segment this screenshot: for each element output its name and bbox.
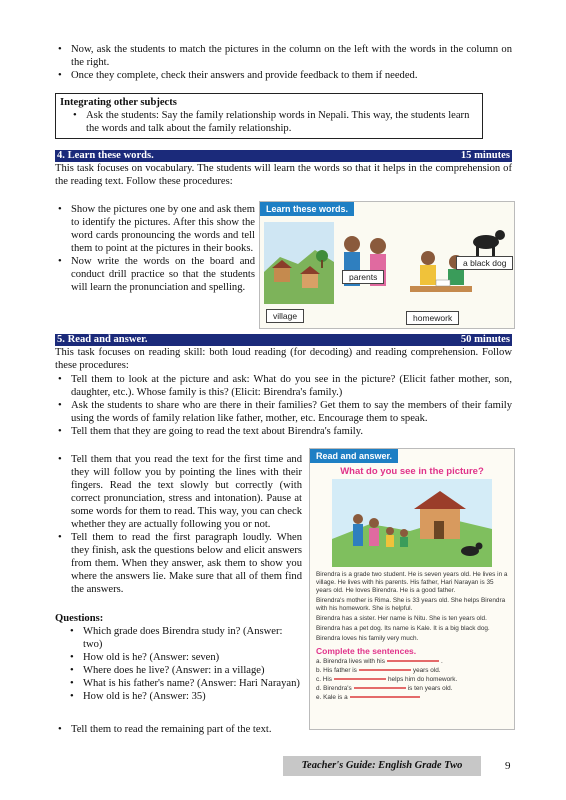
figure-header: Learn these words. [260,202,354,216]
section4-bullets [55,203,255,294]
exercise-list [316,657,512,702]
learn-words-figure [259,201,515,329]
list-item: • Tell them to look at the picture and ask: What do you see in the picture? (Elicit father mother, son, daughter, etc.). Whose family is this? (Elicit: Birendra's family.) [55,373,512,399]
list-item: • Show the pictures one by one and ask them to identify the pictures. After this show the word cards pronouncing the words and tell them to point at the pictures in their books. [55,203,255,255]
section-title: 5. Read and answer. [57,334,148,345]
questions-label: Questions: [55,613,104,624]
list-item: • Ask the students to share who are there in their families? Get them to say the members of their family using the words of family relation like father, mother, etc. Encourage them to speak. [55,399,512,425]
reading-paragraph: Birendra has a pet dog. Its name is Kale. It is a big black dog. [316,625,490,632]
question-item: • How old is he? (Answer: 35) [67,690,300,703]
integrating-text: • Ask the students: Say the family relationship words in Nepali. This way, the students learn the words and talk about the family relationship. [70,109,478,135]
question-item: • What is his father's name? (Answer: Hari Narayan) [67,677,300,690]
exercise-item: d. Birendra's is ten years old. [316,685,453,692]
reading-paragraph: Birendra has a sister. Her name is Nitu. She is ten years old. [316,615,487,622]
integrating-title: Integrating other subjects [60,97,177,108]
reading-paragraph: Birendra is a grade two student. He is seven years old. He lives in a village. He lives with his parents. His father, Hari Narayan is 35 years old. He loves Birendra. He is a good father. [316,571,508,594]
section5-bullets [55,373,512,438]
question-item: • Where does he live? (Answer: in a village) [67,664,300,677]
label-village: village [266,309,304,323]
section5-bullets-2 [55,453,302,596]
reading-paragraph: Birendra's mother is Rima. She is 33 years old. She helps Birendra with his homework. She is helpful. [316,597,506,612]
figure-question: What do you see in the picture? [340,466,484,477]
label-dog: a black dog [456,256,513,270]
section-minutes: 15 minutes [460,150,510,161]
questions-list [67,625,300,703]
label-parents: parents [342,270,384,284]
list-item: • Once they complete, check their answers and provide feedback to them if needed. [55,69,512,82]
list-item: • Tell them that they are going to read the text about Birendra's family. [55,425,512,438]
question-item: • How old is he? (Answer: seven) [67,651,300,664]
intro-bullets [55,43,512,82]
question-item: • Which grade does Birendra study in? (Answer: two) [67,625,300,651]
section-header [55,150,512,162]
complete-title: Complete the sentences. [316,646,417,656]
exercise-item: e. Kale is a [316,693,512,702]
figure-header: Read and answer. [310,449,398,463]
final-bullet [55,723,305,736]
list-item: • Now write the words on the board and conduct drill practice so that the students will learn the pronunciation and spelling. [55,255,255,294]
reading-text [316,571,510,645]
list-item: • Now, ask the students to match the pictures in the column on the left with the words in the column on the right. [55,43,512,69]
section-minutes: 50 minutes [460,334,510,345]
list-item: • Tell them that you read the text for the first time and they will follow you by pointing the lines with their fingers. Read the text slowly but correctly (with correct pronunciation, stress and intonation). Pause at some words for them to read. This way, you can check whether they are actually following you or not. [55,453,302,531]
exercise-item: b. His father is years old. [316,667,441,674]
section-intro: This task focuses on reading skill: both loud reading (for decoding) and reading comprehension. Follow these procedures: [55,347,512,371]
label-homework: homework [406,311,459,325]
section-title: 4. Learn these words. [57,150,154,161]
exercise-item: a. Birendra lives with his . [316,658,443,665]
family-illustration [310,479,514,569]
section-intro: This task focuses on vocabulary. The students will learn the words so that it helps in the comprehension of the reading text. Follow these procedures: [55,163,512,187]
list-item: • Tell them to read the remaining part of the text. [55,723,305,736]
read-answer-figure [309,448,515,730]
reading-paragraph: Birendra loves his family very much. [316,635,419,642]
integrating-box [55,93,483,139]
section-header [55,334,512,346]
page-number: 9 [505,760,511,772]
exercise-item: c. His helps him do homework. [316,676,458,683]
list-item: • Tell them to read the first paragraph loudly. When they finish, ask the questions below and elicit answers from them. When they answer, ask them to show you where the answers lie. Make sure that all of them find the answers. [55,531,302,596]
footer-title: Teacher's Guide: English Grade Two [283,756,481,776]
